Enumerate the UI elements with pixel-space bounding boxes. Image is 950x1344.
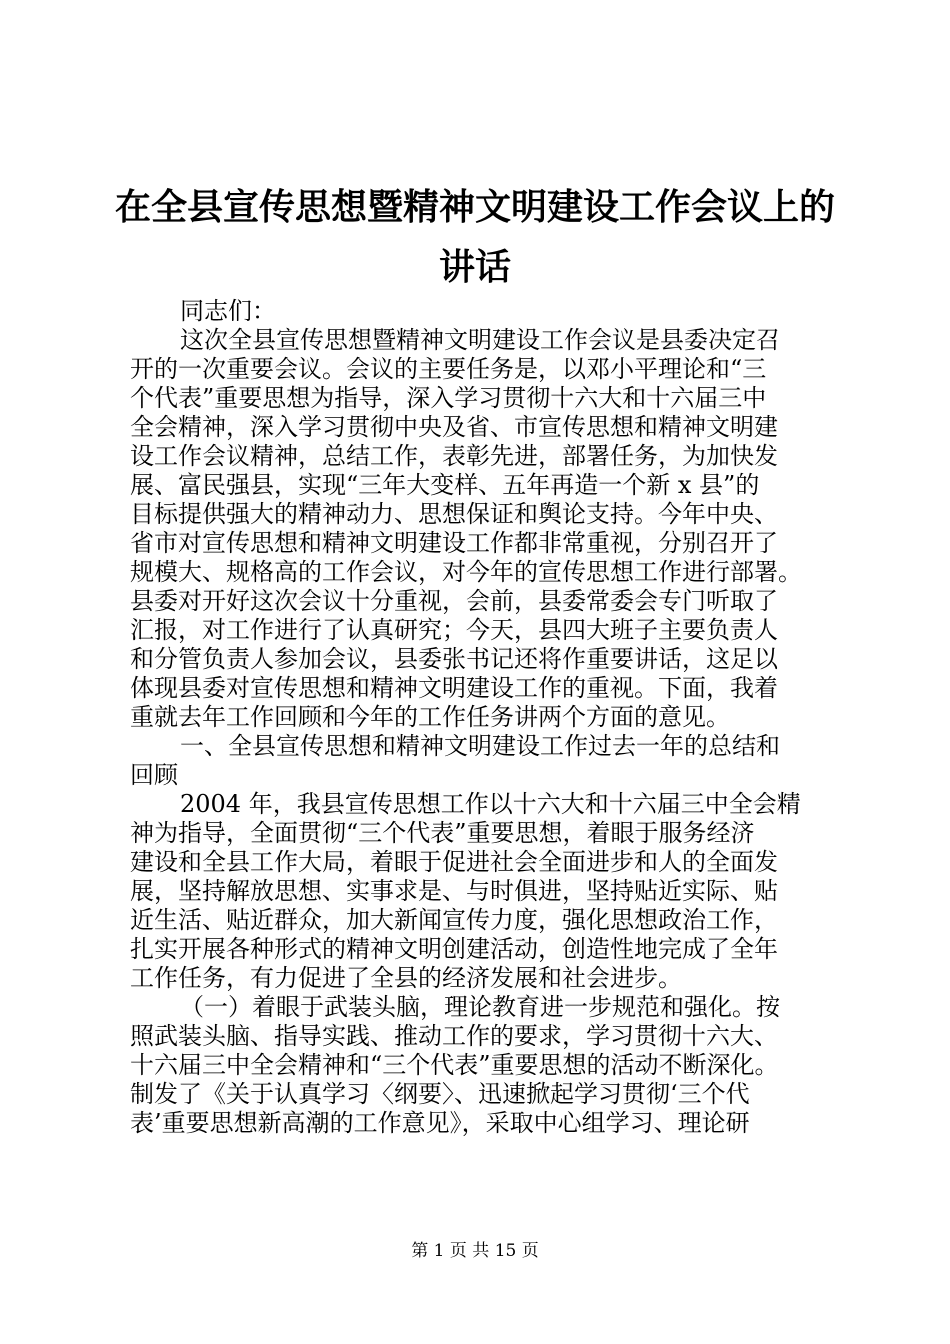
- text-line: 目标提供强大的精神动力、思想保证和舆论支持。今年中央、: [130, 500, 778, 528]
- text-line: 规模大、规格高的工作会议，对今年的宣传思想工作进行部署。: [130, 558, 802, 586]
- text-line: 照武装头脑、指导实践、推动工作的要求，学习贯彻十六大、: [130, 1022, 778, 1050]
- text-line: 重就去年工作回顾和今年的工作任务讲两个方面的意见。: [130, 703, 730, 731]
- text-line: 县委对开好这次会议十分重视，会前，县委常委会专门听取了: [130, 587, 778, 615]
- text-line: 开的一次重要会议。会议的主要任务是，以邓小平理论和“三: [130, 355, 767, 383]
- text-line: （一）着眼于武装头脑，理论教育进一步规范和强化。按: [180, 993, 780, 1021]
- text-line: 十六届三中全会精神和“三个代表”重要思想的活动不断深化。: [130, 1051, 779, 1079]
- text-line: 这次全县宣传思想暨精神文明建设工作会议是县委决定召: [180, 326, 780, 354]
- text-line: 全会精神，深入学习贯彻中央及省、市宣传思想和精神文明建: [130, 413, 778, 441]
- text-line: 扎实开展各种形式的精神文明创建活动，创造性地完成了全年: [130, 935, 778, 963]
- text-line: 设工作会议精神，总结工作，表彰先进，部署任务，为加快发: [130, 442, 778, 470]
- text-line: 近生活、贴近群众，加大新闻宣传力度，强化思想政治工作，: [130, 906, 778, 934]
- text-line: 展、富民强县，实现“三年大变样、五年再造一个新 x 县”的: [130, 471, 760, 499]
- text-line: 汇报，对工作进行了认真研究；今天，县四大班子主要负责人: [130, 616, 778, 644]
- text-line: 2004 年，我县宣传思想工作以十六大和十六届三中全会精: [180, 790, 801, 818]
- text-line: 建设和全县工作大局，着眼于促进社会全面进步和人的全面发: [130, 848, 778, 876]
- text-line: 回顾: [130, 761, 178, 789]
- text-line: 和分管负责人参加会议，县委张书记还将作重要讲话，这足以: [130, 645, 778, 673]
- document-title-line-1: 在全县宣传思想暨精神文明建设工作会议上的: [114, 187, 835, 228]
- text-line: 表’重要思想新高潮的工作意见》，采取中心组学习、理论研: [130, 1109, 750, 1137]
- page-footer: 第 1 页 共 15 页: [411, 1241, 539, 1261]
- document-body: [130, 297, 834, 1138]
- text-line: 省市对宣传思想和精神文明建设工作都非常重视，分别召开了: [130, 529, 778, 557]
- text-line: 一、全县宣传思想和精神文明建设工作过去一年的总结和: [180, 732, 780, 760]
- document-title-line-2: 讲话: [438, 247, 511, 288]
- text-line: 个代表”重要思想为指导，深入学习贯彻十六大和十六届三中: [130, 384, 767, 412]
- text-line: 展，坚持解放思想、实事求是、与时俱进，坚持贴近实际、贴: [130, 877, 778, 905]
- text-line: 神为指导，全面贯彻“三个代表”重要思想，着眼于服务经济: [130, 819, 755, 847]
- text-line: 工作任务，有力促进了全县的经济发展和社会进步。: [130, 964, 682, 992]
- text-line: 体现县委对宣传思想和精神文明建设工作的重视。下面，我着: [130, 674, 778, 702]
- text-line: 同志们：: [180, 297, 276, 325]
- text-line: 制发了《关于认真学习〈纲要〉、迅速掀起学习贯彻‘三个代: [130, 1080, 750, 1108]
